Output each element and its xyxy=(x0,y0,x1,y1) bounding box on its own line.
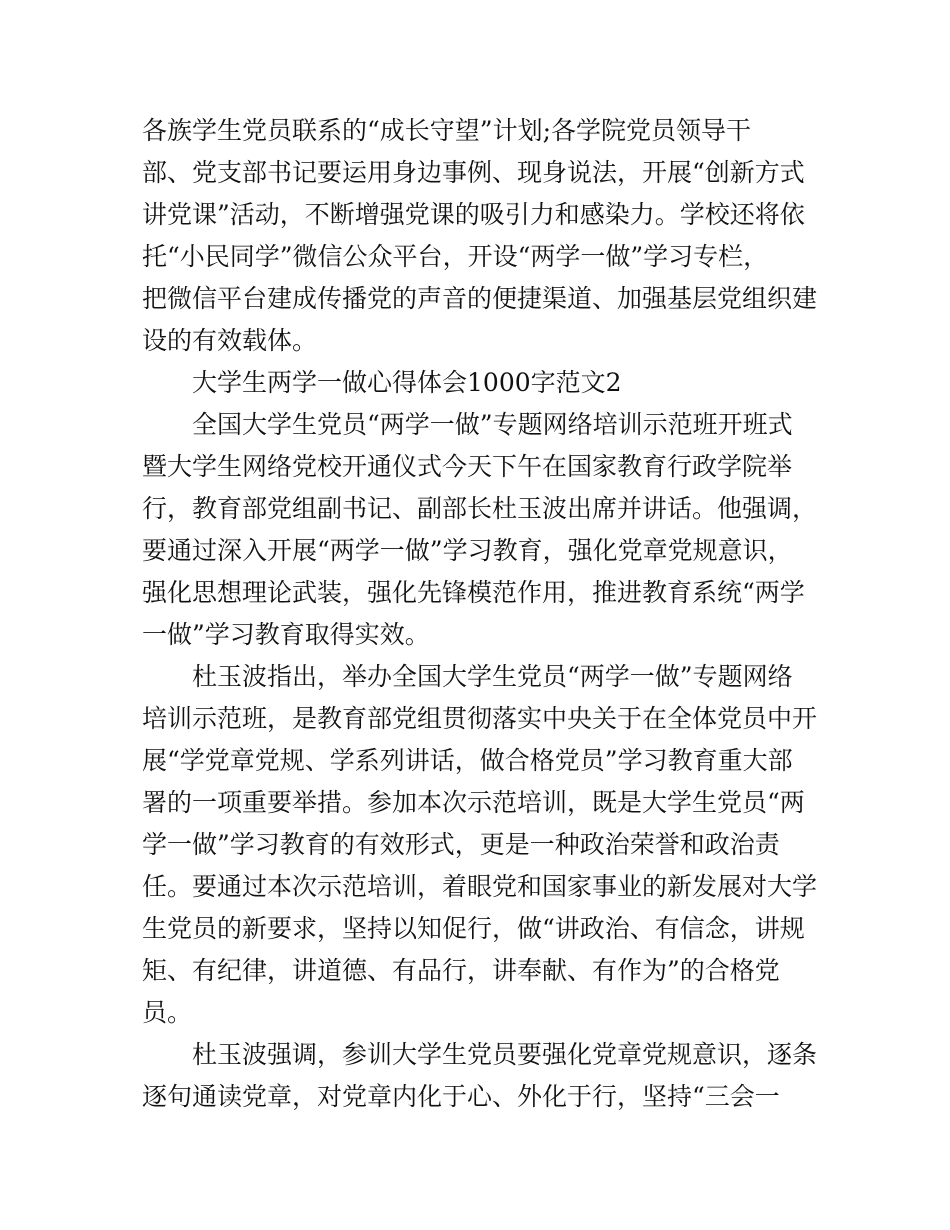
text-line: 展“学党章党规、学系列讲话，做合格党员”学习教育重大部 xyxy=(142,746,793,775)
text-line: 讲党课”活动，不断增强党课的吸引力和感染力。学校还将依 xyxy=(142,200,805,229)
text-line: 一做”学习教育取得实效。 xyxy=(142,620,430,649)
text-line: 矩、有纪律，讲道德、有品行，讲奉献、有作为”的合格党 xyxy=(142,956,780,985)
text-line: 杜玉波指出，举办全国大学生党员“两学一做”专题网络 xyxy=(192,662,793,691)
paragraph-continued xyxy=(142,110,818,362)
text-line: 员。 xyxy=(142,998,193,1027)
text-line: 生党员的新要求，坚持以知促行，做“讲政治、有信念，讲规 xyxy=(142,914,805,943)
paragraph xyxy=(142,404,818,656)
text-line: 培训示范班，是教育部党组贯彻落实中央关于在全体党员中开 xyxy=(142,704,818,733)
text-line: 托“小民同学”微信公众平台，开设“两学一做”学习专栏， xyxy=(142,242,769,271)
text-line: 设的有效载体。 xyxy=(142,326,318,355)
text-line: 任。要通过本次示范培训，着眼党和国家事业的新发展对大学 xyxy=(142,872,818,901)
paragraph xyxy=(142,656,818,1034)
text-line: 强化思想理论武装，强化先锋模范作用，推进教育系统“两学 xyxy=(142,578,805,607)
text-line: 要通过深入开展“两学一做”学习教育，强化党章党规意识， xyxy=(142,536,793,565)
text-line: 把微信平台建成传播党的声音的便捷渠道、加强基层党组织建 xyxy=(142,284,818,313)
text-line: 署的一项重要举措。参加本次示范培训，既是大学生党员“两 xyxy=(142,788,805,817)
text-line: 杜玉波强调，参训大学生党员要强化党章党规意识，逐条 xyxy=(192,1040,818,1069)
text-line: 暨大学生网络党校开通仪式今天下午在国家教育行政学院举 xyxy=(142,452,793,481)
section-heading xyxy=(142,362,814,404)
text-line: 部、党支部书记要运用身边事例、现身说法，开展“创新方式 xyxy=(142,158,805,187)
text-line: 逐句通读党章，对党章内化于心、外化于行，坚持“三会一 xyxy=(142,1082,780,1111)
text-line: 学一做”学习教育的有效形式，更是一种政治荣誉和政治责 xyxy=(142,830,780,859)
heading-line: 大学生两学一做心得体会1000字范文2 xyxy=(192,368,622,397)
document-body xyxy=(142,110,818,1118)
paragraph xyxy=(142,1034,818,1118)
text-line: 全国大学生党员“两学一做”专题网络培训示范班开班式 xyxy=(192,410,793,439)
text-line: 行，教育部党组副书记、副部长杜玉波出席并讲话。他强调， xyxy=(142,494,818,523)
text-line: 各族学生党员联系的“成长守望”计划;各学院党员领导干 xyxy=(142,116,751,145)
